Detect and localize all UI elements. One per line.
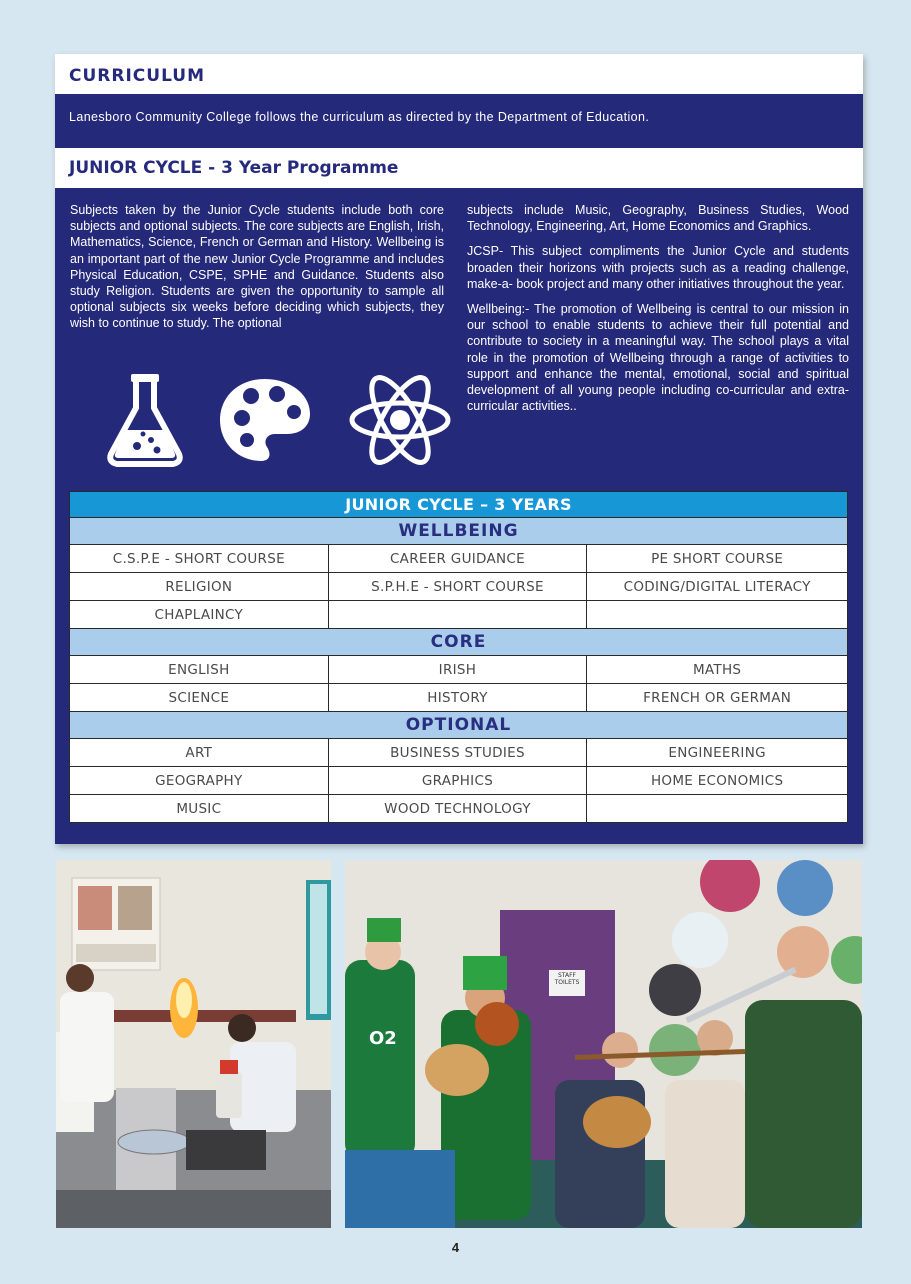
table-row: [70, 739, 848, 767]
table-cell: RELIGION: [70, 573, 329, 601]
table-cell: PE SHORT COURSE: [587, 545, 848, 573]
table-row: [70, 767, 848, 795]
table-row: [70, 545, 848, 573]
table-cell: CAREER GUIDANCE: [328, 545, 587, 573]
palette-icon: [217, 376, 313, 464]
table-cell: SCIENCE: [70, 684, 329, 712]
table-cell: MUSIC: [70, 795, 329, 823]
core-section-label: CORE: [70, 629, 848, 656]
table-cell: MATHS: [587, 656, 848, 684]
table-cell: CHAPLAINCY: [70, 601, 329, 629]
table-row: [70, 601, 848, 629]
jcsp-text: JCSP- This subject compliments the Junior Cycle and students broaden their horizons with projects such as a reading challenge, make-a- book project and many other initiatives throughout the year.: [467, 244, 849, 291]
flask-icon: [107, 372, 183, 468]
junior-cycle-table: [69, 491, 848, 823]
table-cell: HOME ECONOMICS: [587, 767, 848, 795]
table-cell: GEOGRAPHY: [70, 767, 329, 795]
optional-section-label: OPTIONAL: [70, 712, 848, 739]
music-group-photo: [345, 860, 862, 1228]
table-cell: [328, 601, 587, 629]
table-cell: HISTORY: [328, 684, 587, 712]
table-cell: ART: [70, 739, 329, 767]
table-cell: ENGINEERING: [587, 739, 848, 767]
table-cell: C.S.P.E - SHORT COURSE: [70, 545, 329, 573]
wellbeing-section-label: WELLBEING: [70, 518, 848, 545]
curriculum-panel: [55, 54, 863, 844]
curriculum-heading: CURRICULUM: [55, 54, 863, 94]
table-cell: [587, 795, 848, 823]
table-row: [70, 795, 848, 823]
wellbeing-text: Wellbeing:- The promotion of Wellbeing is central to our mission in our school to enable students to achieve their full potential and contribute to society in a meaningful way. The school plays a vital role in the promotion of Wellbeing through a range of activities to support and enhance the mental, emotional, social and spiritual development of all young people including co-curricular and extra-curricular activities..: [467, 302, 849, 414]
table-title: JUNIOR CYCLE – 3 YEARS: [70, 492, 848, 518]
table-cell: [587, 601, 848, 629]
junior-cycle-right-column: [467, 202, 849, 423]
page-number: 4: [451, 1240, 460, 1255]
table-cell: ENGLISH: [70, 656, 329, 684]
junior-cycle-heading: JUNIOR CYCLE - 3 Year Programme: [55, 148, 863, 188]
science-lab-photo: [56, 860, 331, 1228]
table-cell: CODING/DIGITAL LITERACY: [587, 573, 848, 601]
table-row: [70, 573, 848, 601]
table-cell: BUSINESS STUDIES: [328, 739, 587, 767]
table-row: [70, 656, 848, 684]
atom-icon: [348, 372, 452, 468]
table-cell: WOOD TECHNOLOGY: [328, 795, 587, 823]
table-cell: GRAPHICS: [328, 767, 587, 795]
table-cell: IRISH: [328, 656, 587, 684]
optional-subjects-text: subjects include Music, Geography, Business Studies, Wood Technology, Engineering, Art, Home Economics and Graphics.: [467, 203, 849, 234]
staff-toilets-sign: STAFF TOILETS: [554, 972, 580, 986]
jersey-logo: O2: [369, 1028, 397, 1049]
table-cell: S.P.H.E - SHORT COURSE: [328, 573, 587, 601]
junior-cycle-left-text: Subjects taken by the Junior Cycle students include both core subjects and optional subjects. The core subjects are English, Irish, Mathematics, Science, French or German and History. Wellbeing is an important part of the new Junior Cycle Programme and includes Physical Education, CSPE, SPHE and Guidance. Students also study Religion. Students are given the opportunity to sample all optional subjects six weeks before deciding which subjects, they wish to continue to study. The optional: [70, 203, 444, 331]
table-cell: FRENCH OR GERMAN: [587, 684, 848, 712]
table-row: [70, 684, 848, 712]
curriculum-intro: Lanesboro Community College follows the curriculum as directed by the Department of Education.: [69, 110, 650, 124]
